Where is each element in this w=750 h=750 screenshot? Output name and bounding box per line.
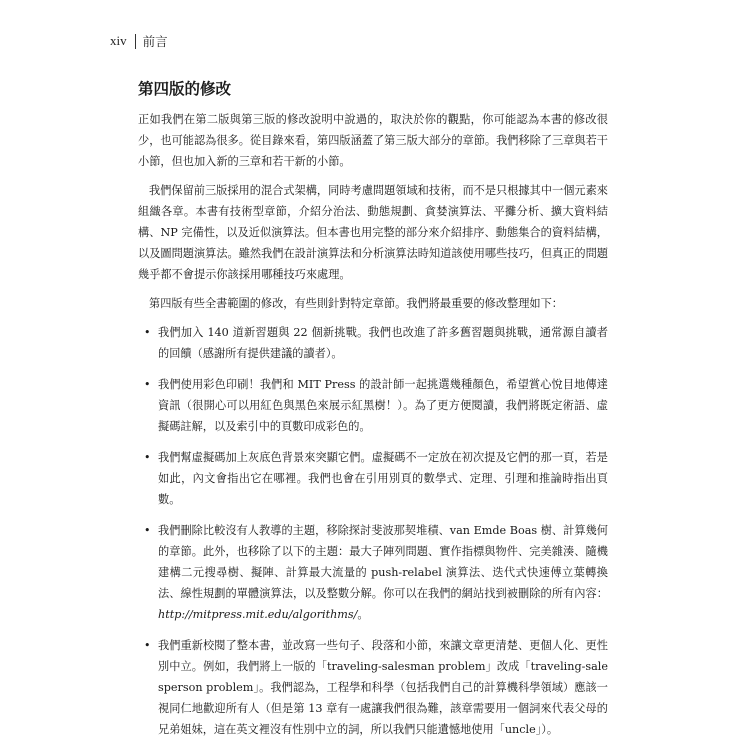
section-heading: 第四版的修改 [138, 80, 232, 98]
list-item-text: 我們幫虛擬碼加上灰底色背景來突顯它們。虛擬碼不一定放在初次提及它們的那一頁，若是如此，內文會指出它在哪裡。我們也會在引用別頁的數學式、定理、引理和推論時指出頁數。 [158, 451, 608, 506]
list-item-text-end: 。 [357, 608, 369, 621]
list-item [138, 635, 608, 740]
list-item [138, 447, 608, 510]
paragraph-1: 正如我們在第二版與第三版的修改說明中說過的，取決於你的觀點，你可能認為本書的修改很少，也可能認為很多。從目錄來看，第四版涵蓋了第三版大部分的章節。我們移除了三章與若干小節，但也加入新的三章和若干新的小節。 [138, 113, 608, 168]
page-body [138, 79, 608, 750]
bullet-icon: • [144, 524, 151, 537]
page-number: xiv [110, 33, 127, 48]
list-item-text: 我們加入 140 道新習題與 22 個新挑戰。我們也改進了許多舊習題與挑戰，通常源自讀者的回饋（感謝所有提供建議的讀者）。 [158, 326, 608, 360]
bullet-icon: • [144, 378, 151, 391]
bullet-icon: • [144, 639, 151, 652]
header-divider [135, 34, 136, 49]
bullet-icon: • [144, 451, 151, 464]
list-item [138, 374, 608, 437]
bullet-icon: • [144, 326, 151, 339]
header-section-title: 前言 [142, 34, 168, 49]
paragraph-2: 我們保留前三版採用的混合式架構，同時考慮問題領域和技術，而不是只根據其中一個元素來組織各章。本書有技術型章節，介紹分治法、動態規劃、貪婪演算法、平攤分析、擴大資料結構、NP 完備性，以及近似演算法。但本書也用完整的部分來介紹排序、動態集合的資料結構，以及圖問題演算法。雖然我們在設計演算法和分析演算法時知道該使用哪些技巧，但真正的問題幾乎都不會提示你該採用哪種技巧來處理。 [138, 184, 608, 281]
running-header [110, 32, 168, 50]
paragraph-3: 第四版有些全書範圍的修改，有些則針對特定章節。我們將最重要的修改整理如下： [149, 297, 563, 310]
list-item-text: 我們刪除比較沒有人教導的主題，移除探討斐波那契堆積、van Emde Boas 樹、計算幾何的章節。此外，也移除了以下的主題：最大子陣列問題、實作指標與物件、完美雜湊、隨機建構二元搜尋樹、擬陣、計算最大流量的 push-relabel 演算法、迭代式快速傅立葉轉換法、線性規劃的單體演算法，以及整數分解。你可以在我們的網站找到被刪除的所有內容： [158, 524, 608, 600]
website-url: http://mitpress.mit.edu/algorithms/ [158, 608, 358, 621]
list-item [138, 322, 608, 364]
list-item-text: 我們重新校閱了整本書，並改寫一些句子、段落和小節，來讓文章更清楚、更個人化、更性別中立。例如，我們將上一版的「traveling-salesman problem」改成「traveling-salesperson problem」。我們認為，工程學和科學（包括我們自己的計算機科學領域）應該一視同仁地歡迎所有人（但是第 13 章有一處讓我們很為難，該章需要用一個詞來代表父母的兄弟姐妹，這在英文裡沒有性別中立的詞，所以我們只能遺憾地使用「uncle」）。 [158, 639, 608, 736]
changes-list [138, 322, 608, 740]
list-item [138, 520, 608, 625]
list-item-text: 我們使用彩色印刷！我們和 MIT Press 的設計師一起挑選幾種顏色，希望賞心悅目地傳達資訊（很開心可以用紅色與黑色來展示紅黑樹！）。為了更方便閱讀，我們將既定術語、虛擬碼註解，以及索引中的頁數印成彩色的。 [158, 378, 608, 433]
